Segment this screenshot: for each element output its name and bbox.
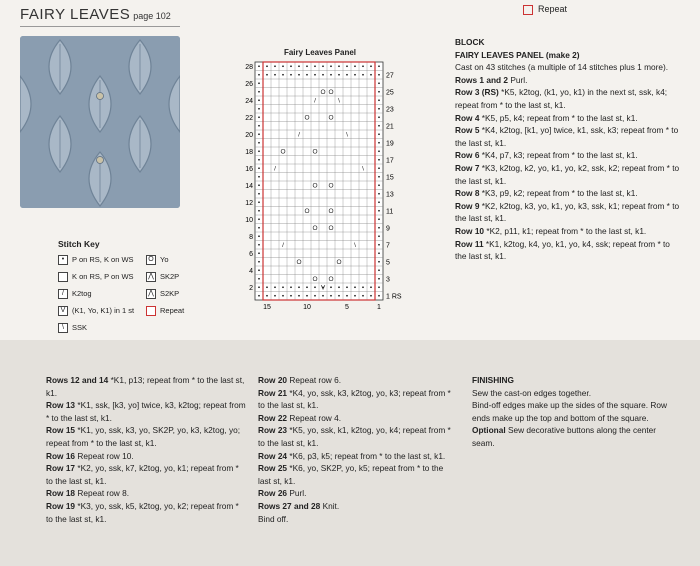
chart-row-label-right: 17	[386, 157, 394, 165]
chart-purl-dot	[258, 167, 260, 169]
chart-purl-dot	[282, 286, 284, 288]
chart-purl-dot	[370, 65, 372, 67]
chart-stitch-symbol: O	[328, 276, 334, 284]
chart-purl-dot	[378, 167, 380, 169]
chart-stitch-symbol: /	[282, 242, 284, 250]
chart-stitch-symbol: V	[320, 284, 326, 292]
chart-purl-dot	[290, 65, 292, 67]
chart-purl-dot	[378, 244, 380, 246]
row-label: Row 7	[455, 162, 480, 173]
repeat-box-icon	[523, 5, 533, 15]
chart-purl-dot	[378, 218, 380, 220]
chart-purl-dot	[378, 159, 380, 161]
chart-purl-dot	[258, 261, 260, 263]
chart-purl-dot	[378, 201, 380, 203]
chart-purl-dot	[354, 286, 356, 288]
finishing-heading: FINISHING	[472, 375, 514, 385]
row-text: *K5, k2tog, (k1, yo, k1) in the next st, ssk, k4; repeat from * to the last st, k1.	[455, 87, 668, 110]
row-text: Bind-off edges make up the sides of the square. Row ends make up the top and bottom of the square.	[472, 400, 667, 423]
row-label: Row 8	[455, 188, 480, 199]
instruction-row	[455, 86, 680, 111]
row-label: Rows 1 and 2	[455, 74, 509, 85]
chart-row-label-left: 18	[245, 149, 253, 156]
chart-purl-dot	[362, 295, 364, 297]
instruction-row	[258, 500, 458, 513]
chart-purl-dot	[330, 295, 332, 297]
row-label: Row 26	[258, 488, 288, 499]
instruction-row	[472, 399, 672, 424]
instruction-row	[455, 162, 680, 187]
row-label: Row 4	[455, 112, 480, 123]
chart-row-label-right: 5	[386, 259, 390, 267]
chart-purl-dot	[378, 125, 380, 127]
instruction-row	[46, 399, 246, 424]
chart-col-label: 1	[377, 304, 381, 311]
chart-row-label-right: 19	[386, 140, 394, 148]
s2kp-icon: ⋀	[146, 289, 156, 299]
chart-purl-dot	[282, 74, 284, 76]
chart-purl-dot	[378, 252, 380, 254]
row-text: *K1, k2tog, k4, yo, k1, yo, k4, ssk; repeat from * to the last st, k1.	[455, 238, 670, 262]
row-label: Row 21	[258, 387, 288, 398]
chart-purl-dot	[258, 269, 260, 271]
chart-purl-dot	[378, 286, 380, 288]
chart-stitch-symbol: O	[328, 114, 334, 122]
chart-purl-dot	[258, 99, 260, 101]
chart-purl-dot	[354, 65, 356, 67]
row-text: *K5, p5, k4; repeat from * to the last st, k1.	[479, 112, 638, 123]
chart-stitch-symbol: /	[274, 165, 276, 173]
row-text: Bind off.	[258, 513, 289, 524]
chart-purl-dot	[274, 295, 276, 297]
chart-stitch-symbol: O	[304, 114, 310, 122]
knit-blank-icon	[58, 272, 68, 282]
chart-purl-dot	[378, 269, 380, 271]
instruction-row	[455, 187, 680, 200]
chart-purl-dot	[314, 286, 316, 288]
chart-purl-dot	[346, 65, 348, 67]
chart-purl-dot	[378, 82, 380, 84]
row-label: Row 5	[455, 125, 480, 136]
chart-purl-dot	[362, 286, 364, 288]
chart-purl-dot	[378, 91, 380, 93]
row-label: Row 16	[46, 450, 76, 461]
chart-purl-dot	[378, 150, 380, 152]
chart-purl-dot	[258, 252, 260, 254]
chart-purl-dot	[298, 74, 300, 76]
row-text: *K4, k2tog, [k1, yo] twice, k1, ssk, k3; repeat from * to the last st, k1.	[455, 125, 679, 148]
chart-purl-dot	[258, 210, 260, 212]
chart-stitch-symbol: O	[280, 148, 286, 156]
chart-stitch-symbol: O	[304, 208, 310, 216]
chart-purl-dot	[258, 244, 260, 246]
sk2p-icon: ⋀	[146, 272, 156, 282]
row-text: Sew decorative buttons along the center seam.	[472, 425, 657, 448]
chart-purl-dot	[258, 227, 260, 229]
chart-purl-dot	[258, 201, 260, 203]
finishing-column	[472, 374, 672, 450]
chart-row-label-left: 8	[249, 234, 253, 241]
chart-purl-dot	[258, 218, 260, 220]
chart-row-label-left: 6	[249, 251, 253, 258]
instruction-row	[258, 462, 458, 487]
chart-purl-dot	[322, 74, 324, 76]
chart-purl-dot	[378, 184, 380, 186]
chart-purl-dot	[338, 295, 340, 297]
pattern-title: FAIRY LEAVES page 102	[20, 6, 171, 23]
chart-row-label-right: 11	[386, 208, 394, 216]
chart-row-label-left: 4	[249, 268, 253, 275]
repeat-box-icon	[146, 306, 156, 316]
chart-purl-dot	[330, 65, 332, 67]
instruction-row	[455, 200, 680, 225]
instruction-row	[46, 374, 246, 399]
row-label: Optional	[472, 425, 506, 436]
row-text: Repeat row 10.	[75, 450, 134, 461]
instruction-row	[455, 74, 680, 87]
row-text: Sew the cast-on edges together.	[472, 387, 592, 398]
chart-stitch-symbol: O	[296, 259, 302, 267]
instruction-row	[46, 500, 246, 525]
chart-col-label: 5	[345, 304, 349, 311]
chart-purl-dot	[378, 99, 380, 101]
chart-row-label-right: 21	[386, 123, 394, 131]
chart-purl-dot	[258, 91, 260, 93]
chart-purl-dot	[258, 116, 260, 118]
chart-row-label-left: 14	[245, 183, 253, 190]
chart-col-label: 10	[303, 304, 311, 311]
chart-purl-dot	[378, 193, 380, 195]
chart-purl-dot	[322, 65, 324, 67]
chart-stitch-symbol: /	[314, 97, 316, 105]
row-label: Row 25	[258, 463, 288, 474]
instruction-row	[46, 487, 246, 500]
chart-purl-dot	[290, 74, 292, 76]
chart-stitch-symbol: O	[336, 259, 342, 267]
chart-purl-dot	[362, 65, 364, 67]
key-item-ssk: \ SSK	[58, 323, 87, 333]
chart-purl-dot	[314, 74, 316, 76]
chart-row-label-right: 25	[386, 89, 394, 97]
chart-purl-dot	[282, 295, 284, 297]
row-label: Row 10	[455, 225, 485, 236]
chart-purl-dot	[362, 74, 364, 76]
chart-stitch-symbol: O	[312, 276, 318, 284]
row-label: Row 23	[258, 425, 288, 436]
chart-purl-dot	[314, 65, 316, 67]
chart-col-label: 15	[263, 304, 271, 311]
chart-row-label-right: 3	[386, 276, 390, 284]
yarn-over-icon: O	[146, 255, 156, 265]
chart-stitch-symbol: \	[338, 97, 340, 105]
chart-purl-dot	[274, 74, 276, 76]
row-text: Repeat row 6.	[287, 375, 342, 385]
row-text: Purl.	[287, 488, 307, 499]
instruction-row	[455, 225, 680, 238]
instruction-row	[46, 424, 246, 449]
chart-stitch-symbol: \	[362, 165, 364, 173]
row-label: Row 22	[258, 412, 288, 423]
row-label: Row 19	[46, 500, 76, 511]
chart-stitch-symbol: O	[312, 182, 318, 190]
chart-purl-dot	[354, 74, 356, 76]
chart-purl-dot	[306, 295, 308, 297]
chart-purl-dot	[258, 74, 260, 76]
key-item-purl: • P on RS, K on WS	[58, 255, 134, 265]
row-label: Row 24	[258, 450, 288, 461]
chart-purl-dot	[258, 235, 260, 237]
chart-row-label-right: 15	[386, 174, 394, 182]
row-text: *K3, p9, k2; repeat from * to the last st, k1.	[479, 188, 638, 199]
chart-purl-dot	[258, 108, 260, 110]
row-label: Rows 27 and 28	[258, 500, 321, 511]
chart-purl-dot	[258, 150, 260, 152]
row-text: *K6, p3, k5; repeat from * to the last st, k1.	[287, 450, 446, 461]
chart-stitch-symbol: O	[312, 225, 318, 233]
k2tog-slash-icon: /	[58, 289, 68, 299]
key-item-k2tog: / K2tog	[58, 289, 92, 299]
chart-row-label-left: 28	[245, 64, 253, 71]
row-text: *K4, yo, ssk, k3, k2tog, yo, k3; repeat from * to the last st, k1.	[258, 387, 451, 411]
chart-purl-dot	[258, 133, 260, 135]
chart-stitch-symbol: O	[320, 89, 326, 97]
chart-purl-dot	[378, 210, 380, 212]
chart-title: Fairy Leaves Panel	[283, 48, 357, 57]
increase-v-icon: V	[58, 306, 68, 316]
chart-row-label-left: 12	[245, 200, 253, 207]
instruction-row	[258, 513, 458, 526]
row-label: Row 11	[455, 238, 484, 249]
row-label: Row 20	[258, 375, 288, 385]
chart-purl-dot	[378, 235, 380, 237]
chart-purl-dot	[354, 295, 356, 297]
row-label: Row 13	[46, 400, 76, 411]
chart-purl-dot	[378, 227, 380, 229]
chart-purl-dot	[378, 176, 380, 178]
chart-purl-dot	[290, 286, 292, 288]
row-text: *K5, yo, ssk, k1, k2tog, yo, k4; repeat from * to the last st, k1.	[258, 425, 451, 448]
chart-purl-dot	[370, 286, 372, 288]
chart-purl-dot	[346, 295, 348, 297]
chart-purl-dot	[274, 286, 276, 288]
chart-purl-dot	[378, 108, 380, 110]
row-label: Rows 12 and 14	[46, 375, 109, 385]
chart-row-label-right: 13	[386, 191, 394, 199]
row-text: *K6, yo, SK2P, yo, k5; repeat from * to the last st, k1.	[258, 463, 444, 486]
chart-stitch-symbol: O	[312, 148, 318, 156]
purl-dot-icon: •	[58, 255, 68, 265]
chart-purl-dot	[330, 74, 332, 76]
row-text: *K3, k2tog, k2, yo, k1, yo, k2, ssk, k2; repeat from * to the last st, k1.	[455, 162, 680, 186]
chart-purl-dot	[258, 142, 260, 144]
chart-row-label-left: 16	[245, 166, 253, 173]
chart-row-label-right: 23	[386, 106, 394, 114]
row-text: *K2, yo, ssk, k7, k2tog, yo, k1; repeat from * to the last st, k1.	[46, 463, 239, 486]
instruction-row	[258, 424, 458, 449]
row-text: Knit.	[320, 500, 340, 511]
chart-purl-dot	[338, 74, 340, 76]
chart-stitch-symbol: O	[328, 182, 334, 190]
chart-row-label-right: 9	[386, 225, 390, 233]
instruction-row	[455, 149, 680, 162]
chart-purl-dot	[298, 295, 300, 297]
chart-purl-dot	[346, 286, 348, 288]
chart-row-label-left: 20	[245, 132, 253, 139]
chart-row-label-left: 26	[245, 81, 253, 88]
instruction-row	[258, 450, 458, 463]
chart-purl-dot	[258, 125, 260, 127]
instruction-row	[258, 374, 458, 387]
chart-row-label-left: 10	[245, 217, 253, 224]
chart-purl-dot	[258, 82, 260, 84]
chart-stitch-symbol: O	[328, 89, 334, 97]
instructions-column-2	[258, 374, 458, 525]
chart-purl-dot	[322, 295, 324, 297]
chart-purl-dot	[378, 142, 380, 144]
stitch-key-title: Stitch Key	[58, 239, 100, 249]
chart-purl-dot	[258, 286, 260, 288]
chart-purl-dot	[306, 286, 308, 288]
chart-purl-dot	[266, 295, 268, 297]
chart-purl-dot	[330, 286, 332, 288]
row-text: Purl.	[508, 74, 528, 85]
chart-purl-dot	[258, 159, 260, 161]
chart-row-label-left: 24	[245, 98, 253, 105]
chart-purl-dot	[378, 74, 380, 76]
chart-purl-dot	[338, 286, 340, 288]
instruction-row	[455, 112, 680, 125]
chart-stitch-symbol: O	[328, 225, 334, 233]
chart-purl-dot	[290, 295, 292, 297]
chart-stitch-symbol: /	[298, 131, 300, 139]
chart-purl-dot	[346, 74, 348, 76]
key-item-k1-yo-k1: V (K1, Yo, K1) in 1 st	[58, 306, 134, 316]
row-label: Row 17	[46, 463, 76, 474]
chart-purl-dot	[298, 65, 300, 67]
chart-stitch-symbol: O	[328, 208, 334, 216]
row-label: Row 9	[455, 200, 480, 211]
instruction-row	[258, 387, 458, 412]
fairy-leaves-chart	[245, 58, 420, 328]
chart-purl-dot	[378, 65, 380, 67]
knitted-swatch-photo	[20, 36, 180, 208]
chart-purl-dot	[338, 65, 340, 67]
row-text: Repeat row 4.	[287, 412, 342, 423]
chart-row-label-right: 1 RS	[386, 293, 402, 301]
ssk-backslash-icon: \	[58, 323, 68, 333]
row-label: Row 15	[46, 425, 76, 436]
key-item-knit: K on RS, P on WS	[58, 272, 134, 282]
chart-purl-dot	[378, 295, 380, 297]
row-text: *K1, ssk, [k3, yo] twice, k3, k2tog; repeat from * to the last st, k1.	[46, 400, 246, 423]
key-item-sk2p: ⋀ SK2P	[146, 272, 179, 282]
key-item-s2kp: ⋀ S2KP	[146, 289, 179, 299]
chart-purl-dot	[266, 65, 268, 67]
instruction-row	[46, 462, 246, 487]
chart-purl-dot	[314, 295, 316, 297]
row-text: Repeat row 8.	[75, 488, 130, 499]
chart-purl-dot	[298, 286, 300, 288]
repeat-legend: Repeat	[523, 4, 567, 15]
chart-row-label-left: 2	[249, 285, 253, 292]
row-text: *K2, k2tog, k3, yo, k1, yo, k3, ssk, k1; repeat from * to the last st, k1.	[455, 200, 680, 224]
row-label: Row 6	[455, 150, 480, 161]
chart-purl-dot	[370, 74, 372, 76]
instruction-row	[455, 124, 680, 149]
cast-on-text: Cast on 43 stitches (a multiple of 14 stitches plus 1 more).	[455, 62, 669, 73]
row-text: *K1, p13; repeat from * to the last st, k1.	[46, 375, 245, 398]
instructions-column-right	[455, 36, 680, 263]
instruction-row	[472, 387, 672, 400]
chart-purl-dot	[258, 176, 260, 178]
chart-row-label-right: 27	[386, 72, 394, 80]
chart-stitch-symbol: \	[354, 242, 356, 250]
chart-purl-dot	[378, 278, 380, 280]
chart-purl-dot	[258, 278, 260, 280]
instruction-row	[455, 238, 680, 263]
key-item-yo: O Yo	[146, 255, 169, 265]
instructions-column-1	[46, 374, 246, 525]
title-rule	[20, 26, 180, 27]
chart-purl-dot	[378, 116, 380, 118]
chart-purl-dot	[370, 295, 372, 297]
chart-purl-dot	[258, 193, 260, 195]
chart-stitch-symbol: \	[346, 131, 348, 139]
chart-purl-dot	[258, 295, 260, 297]
chart-purl-dot	[266, 74, 268, 76]
chart-row-label-right: 7	[386, 242, 390, 250]
chart-purl-dot	[306, 74, 308, 76]
chart-purl-dot	[378, 133, 380, 135]
instruction-row	[258, 412, 458, 425]
row-label: Row 18	[46, 488, 76, 499]
key-item-repeat: Repeat	[146, 306, 184, 316]
page-reference: page 102	[133, 11, 171, 21]
chart-purl-dot	[274, 65, 276, 67]
row-text: *K1, yo, ssk, k3, yo, SK2P, yo, k3, k2tog, yo; repeat from * to the last st, k1.	[46, 425, 241, 448]
swatch-leaf-pattern	[20, 36, 180, 208]
section-heading: BLOCK	[455, 37, 485, 47]
chart-purl-dot	[258, 184, 260, 186]
row-label: Row 3 (RS)	[455, 87, 499, 98]
chart-purl-dot	[378, 261, 380, 263]
chart-purl-dot	[266, 286, 268, 288]
row-text: *K2, p11, k1; repeat from * to the last st, k1.	[484, 225, 647, 236]
instruction-row	[472, 424, 672, 449]
chart-purl-dot	[258, 65, 260, 67]
row-text: *K3, yo, ssk, k5, k2tog, yo, k2; repeat from * to the last st, k1.	[46, 500, 239, 524]
chart-purl-dot	[306, 65, 308, 67]
chart-purl-dot	[282, 65, 284, 67]
instruction-row	[46, 450, 246, 463]
panel-heading: FAIRY LEAVES PANEL (make 2)	[455, 49, 580, 60]
chart-row-label-left: 22	[245, 115, 253, 122]
row-text: *K4, p7, k3; repeat from * to the last st, k1.	[479, 150, 638, 161]
instruction-row	[258, 487, 458, 500]
